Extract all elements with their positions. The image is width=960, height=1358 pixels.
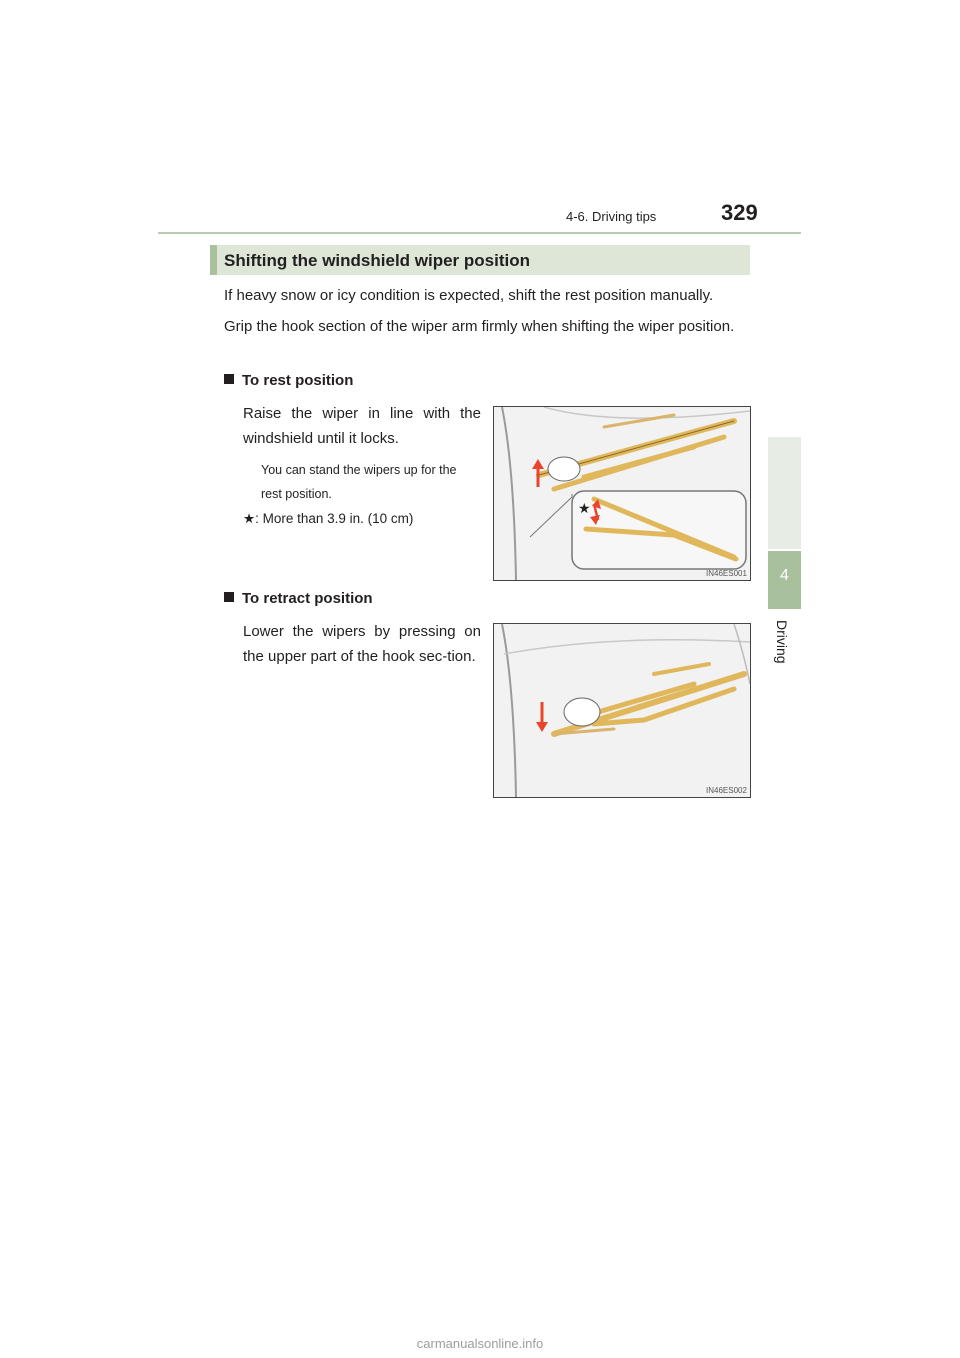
retract-position-heading: To retract position xyxy=(224,590,373,607)
figure-retract-position xyxy=(493,623,751,798)
retract-position-step: Lower the wipers by pressing on the upper part of the hook sec-tion. xyxy=(243,623,481,665)
footer-watermark: carmanualsonline.info xyxy=(416,1336,544,1351)
chapter-number: 4 xyxy=(780,567,789,584)
intro-paragraph-2: Grip the hook section of the wiper arm firmly when shifting the wiper position. xyxy=(224,318,735,335)
square-bullet-icon xyxy=(224,592,234,602)
side-tab-spacer xyxy=(768,437,801,549)
figure-code: IN46ES001 xyxy=(706,569,747,578)
section-title: Shifting the windshield wiper position xyxy=(224,251,530,270)
header-section-title: 4-6. Driving tips xyxy=(566,209,657,224)
square-bullet-icon xyxy=(224,374,234,384)
wiper-retract-illustration xyxy=(494,624,750,797)
figure-code: IN46ES002 xyxy=(706,786,747,795)
figure-star-label: ★ xyxy=(578,501,591,517)
rest-position-step: Raise the wiper in line with the windshield until it locks. xyxy=(243,405,481,447)
figure-rest-position xyxy=(493,406,751,581)
rest-position-star-note: ★: More than 3.9 in. (10 cm) xyxy=(243,511,414,526)
rest-position-heading: To rest position xyxy=(224,372,353,389)
chapter-label-text: Driving xyxy=(774,620,790,664)
intro-paragraph-1: If heavy snow or icy condition is expected, shift the rest position manually. xyxy=(224,287,714,304)
header-rule xyxy=(158,232,801,234)
rest-position-note: You can stand the wipers up for the rest position. xyxy=(261,463,457,501)
chapter-label xyxy=(770,620,800,680)
page-number: 329 xyxy=(721,200,758,225)
wiper-rest-illustration xyxy=(494,407,750,580)
